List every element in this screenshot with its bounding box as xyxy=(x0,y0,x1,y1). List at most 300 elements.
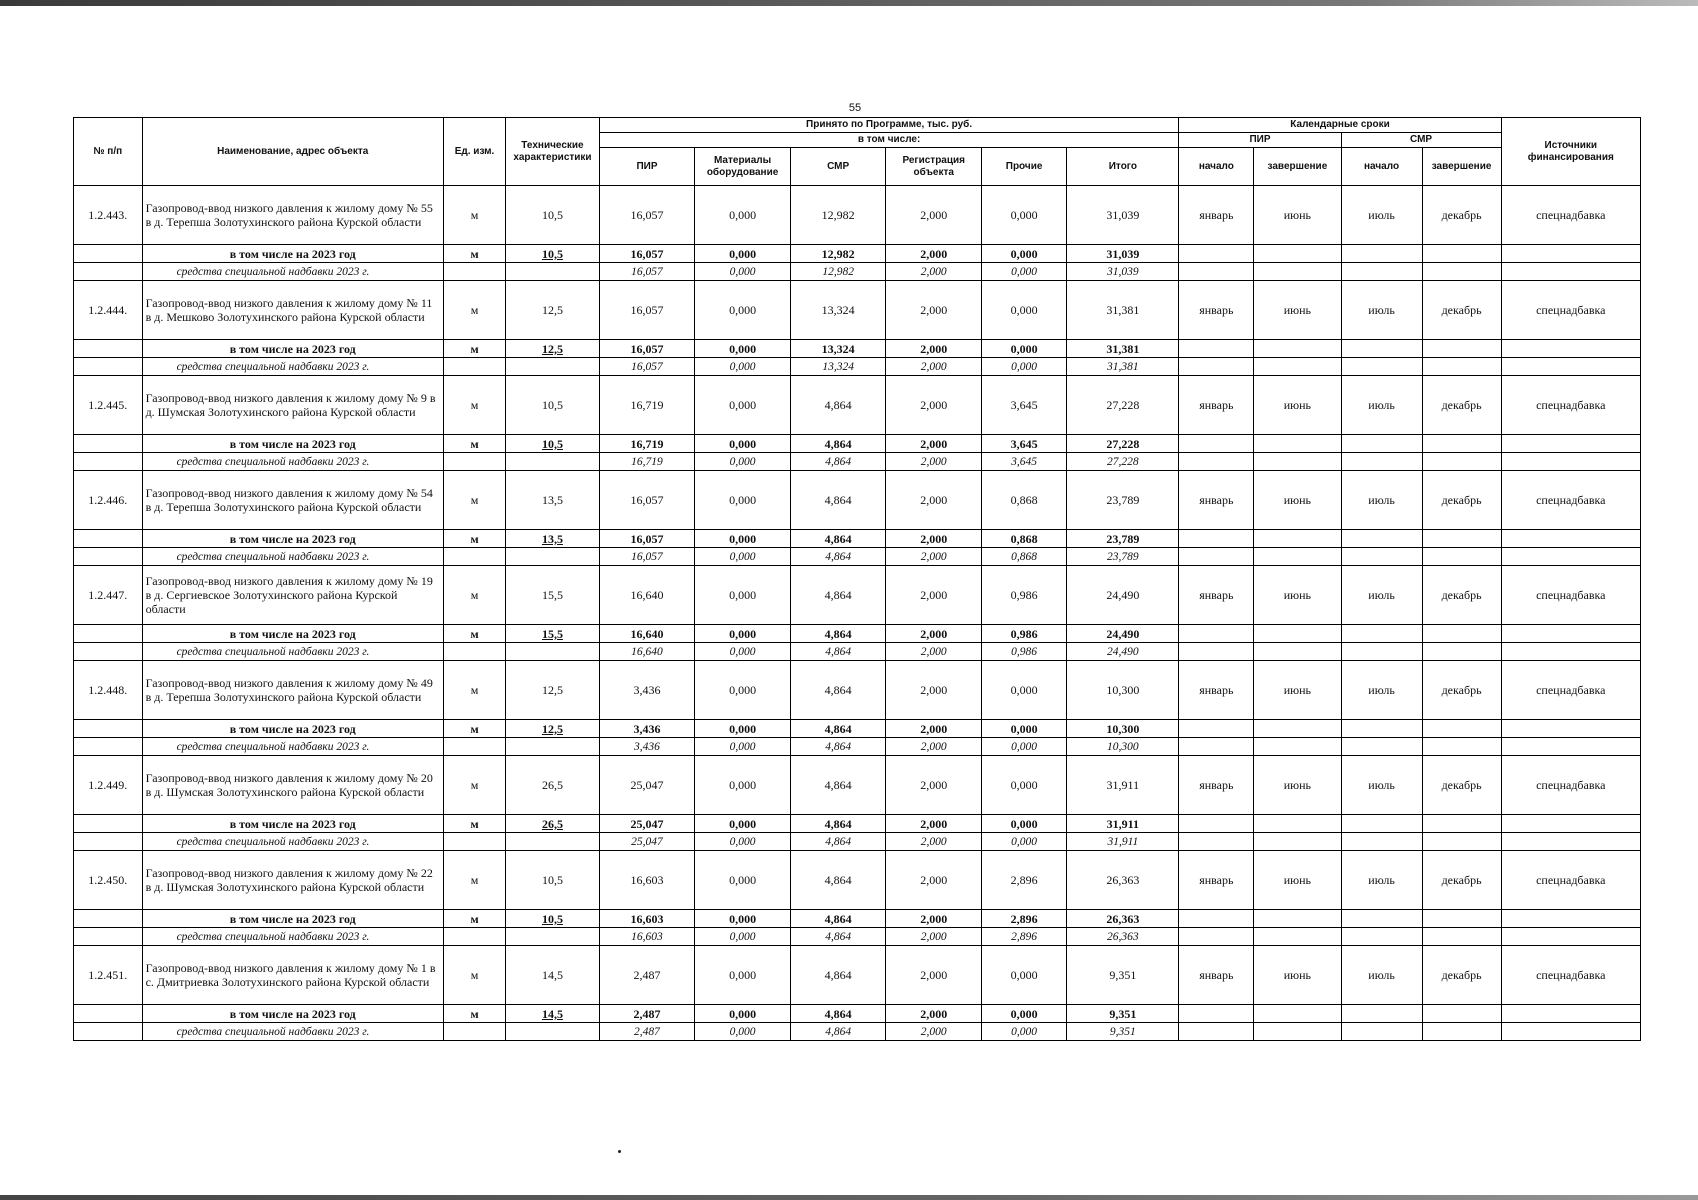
funds-row xyxy=(74,833,1641,851)
object-name: Газопровод-ввод низкого давления к жилому дому № 22 в д. Шумская Золотухинского района Курской области xyxy=(142,851,443,910)
subtotal-materials: 0,000 xyxy=(695,910,791,928)
smr-value: 12,982 xyxy=(790,186,886,245)
subtotal-empty xyxy=(1254,720,1341,738)
materials-value: 0,000 xyxy=(695,376,791,435)
funds-total: 9,351 xyxy=(1067,1023,1179,1041)
funding-source: спецнадбавка xyxy=(1501,851,1640,910)
registration-value: 2,000 xyxy=(886,376,982,435)
subtotal-empty xyxy=(1501,910,1640,928)
table-header xyxy=(74,118,1641,186)
subtotal-other: 0,000 xyxy=(982,340,1067,358)
subtotal-registration: 2,000 xyxy=(886,1005,982,1023)
subtotal-empty xyxy=(1501,340,1640,358)
smr-value: 4,864 xyxy=(790,946,886,1005)
materials-value: 0,000 xyxy=(695,281,791,340)
funding-source: спецнадбавка xyxy=(1501,471,1640,530)
smr-value: 4,864 xyxy=(790,566,886,625)
subtotal-label: в том числе на 2023 год xyxy=(142,910,443,928)
funds-materials: 0,000 xyxy=(695,643,791,661)
subtotal-total: 31,039 xyxy=(1067,245,1179,263)
pir-end: июнь xyxy=(1254,851,1341,910)
funds-materials: 0,000 xyxy=(695,1023,791,1041)
funds-empty xyxy=(1341,738,1422,756)
funds-empty xyxy=(1422,453,1501,471)
funds-empty xyxy=(506,453,600,471)
materials-value: 0,000 xyxy=(695,851,791,910)
materials-value: 0,000 xyxy=(695,186,791,245)
subtotal-unit: м xyxy=(443,530,505,548)
subtotal-row xyxy=(74,625,1641,643)
funds-other: 0,986 xyxy=(982,643,1067,661)
tech-characteristics: 12,5 xyxy=(506,281,600,340)
subtotal-tech: 12,5 xyxy=(506,340,600,358)
subtotal-total: 31,381 xyxy=(1067,340,1179,358)
subtotal-unit: м xyxy=(443,1005,505,1023)
funds-empty xyxy=(1422,928,1501,946)
total-value: 24,490 xyxy=(1067,566,1179,625)
pir-value: 16,057 xyxy=(599,471,695,530)
header-name: Наименование, адрес объекта xyxy=(142,118,443,186)
funds-registration: 2,000 xyxy=(886,358,982,376)
subtotal-materials: 0,000 xyxy=(695,1005,791,1023)
funds-empty xyxy=(1422,833,1501,851)
header-smr-end: завершение xyxy=(1422,148,1501,186)
funds-empty xyxy=(1501,928,1640,946)
funds-total: 10,300 xyxy=(1067,738,1179,756)
header-cal-smr: СМР xyxy=(1341,133,1501,148)
funds-empty xyxy=(1501,548,1640,566)
pir-end: июнь xyxy=(1254,756,1341,815)
object-name: Газопровод-ввод низкого давления к жилому дому № 49 в д. Терепша Золотухинского района Курской области xyxy=(142,661,443,720)
unit: м xyxy=(443,566,505,625)
item-number: 1.2.446. xyxy=(74,471,143,530)
materials-value: 0,000 xyxy=(695,946,791,1005)
funds-other: 0,000 xyxy=(982,263,1067,281)
subtotal-other: 0,868 xyxy=(982,530,1067,548)
funds-empty xyxy=(1254,358,1341,376)
other-value: 0,000 xyxy=(982,186,1067,245)
materials-value: 0,000 xyxy=(695,566,791,625)
subtotal-empty xyxy=(1341,1005,1422,1023)
funds-pir: 16,057 xyxy=(599,548,695,566)
other-value: 0,986 xyxy=(982,566,1067,625)
subtotal-total: 26,363 xyxy=(1067,910,1179,928)
smr-end: декабрь xyxy=(1422,471,1501,530)
subtotal-unit: м xyxy=(443,245,505,263)
item-number: 1.2.444. xyxy=(74,281,143,340)
header-pir: ПИР xyxy=(599,148,695,186)
funds-total: 31,039 xyxy=(1067,263,1179,281)
subtotal-unit: м xyxy=(443,625,505,643)
funds-empty xyxy=(1254,548,1341,566)
subtotal-registration: 2,000 xyxy=(886,245,982,263)
tech-characteristics: 10,5 xyxy=(506,851,600,910)
subtotal-tech: 10,5 xyxy=(506,435,600,453)
subtotal-empty xyxy=(1179,815,1254,833)
pir-value: 16,057 xyxy=(599,281,695,340)
other-value: 0,000 xyxy=(982,946,1067,1005)
subtotal-empty xyxy=(1341,910,1422,928)
funds-total: 31,381 xyxy=(1067,358,1179,376)
funds-smr: 4,864 xyxy=(790,738,886,756)
funds-empty xyxy=(1254,453,1341,471)
funds-empty xyxy=(1341,928,1422,946)
header-cal-pir: ПИР xyxy=(1179,133,1341,148)
funds-empty xyxy=(443,453,505,471)
funds-smr: 4,864 xyxy=(790,928,886,946)
registration-value: 2,000 xyxy=(886,661,982,720)
table-row xyxy=(74,471,1641,530)
subtotal-pir: 3,436 xyxy=(599,720,695,738)
subtotal-row xyxy=(74,815,1641,833)
subtotal-row xyxy=(74,245,1641,263)
subtotal-empty xyxy=(1341,720,1422,738)
smr-end: декабрь xyxy=(1422,851,1501,910)
pir-value: 16,719 xyxy=(599,376,695,435)
smr-start: июль xyxy=(1341,946,1422,1005)
subtotal-empty xyxy=(1422,435,1501,453)
funding-source: спецнадбавка xyxy=(1501,186,1640,245)
funds-empty xyxy=(1501,643,1640,661)
pir-start: январь xyxy=(1179,851,1254,910)
object-name: Газопровод-ввод низкого давления к жилому дому № 11 в д. Мешково Золотухинского района Курской области xyxy=(142,281,443,340)
subtotal-empty xyxy=(1341,625,1422,643)
subtotal-tech: 15,5 xyxy=(506,625,600,643)
table-row xyxy=(74,661,1641,720)
funds-empty xyxy=(506,643,600,661)
total-value: 31,381 xyxy=(1067,281,1179,340)
subtotal-empty xyxy=(1179,720,1254,738)
funds-empty xyxy=(1179,643,1254,661)
funds-label: средства специальной надбавки 2023 г. xyxy=(142,453,443,471)
smr-value: 4,864 xyxy=(790,471,886,530)
subtotal-empty xyxy=(1254,340,1341,358)
subtotal-other: 0,000 xyxy=(982,815,1067,833)
subtotal-row xyxy=(74,435,1641,453)
subtotal-total: 24,490 xyxy=(1067,625,1179,643)
subtotal-blank xyxy=(74,720,143,738)
funds-empty xyxy=(1341,833,1422,851)
header-pir-start: начало xyxy=(1179,148,1254,186)
pir-start: январь xyxy=(1179,376,1254,435)
funds-smr: 4,864 xyxy=(790,643,886,661)
funds-empty xyxy=(1179,1023,1254,1041)
funds-label: средства специальной надбавки 2023 г. xyxy=(142,738,443,756)
smr-value: 4,864 xyxy=(790,756,886,815)
subtotal-smr: 4,864 xyxy=(790,720,886,738)
funds-total: 31,911 xyxy=(1067,833,1179,851)
smr-end: декабрь xyxy=(1422,186,1501,245)
pir-start: январь xyxy=(1179,661,1254,720)
total-value: 9,351 xyxy=(1067,946,1179,1005)
funds-smr: 4,864 xyxy=(790,833,886,851)
object-name: Газопровод-ввод низкого давления к жилому дому № 54 в д. Терепша Золотухинского района Курской области xyxy=(142,471,443,530)
scan-edge-bottom xyxy=(0,1195,1698,1200)
subtotal-unit: м xyxy=(443,815,505,833)
funds-empty xyxy=(1501,358,1640,376)
funds-empty xyxy=(1422,643,1501,661)
subtotal-other: 2,896 xyxy=(982,910,1067,928)
header-registration: Регистрация объекта xyxy=(886,148,982,186)
subtotal-row xyxy=(74,340,1641,358)
funds-empty xyxy=(1501,1023,1640,1041)
funds-empty xyxy=(443,643,505,661)
pir-start: январь xyxy=(1179,566,1254,625)
item-number: 1.2.443. xyxy=(74,186,143,245)
subtotal-tech: 26,5 xyxy=(506,815,600,833)
funds-blank xyxy=(74,263,143,281)
subtotal-empty xyxy=(1501,625,1640,643)
pir-value: 16,603 xyxy=(599,851,695,910)
other-value: 2,896 xyxy=(982,851,1067,910)
funds-empty xyxy=(506,263,600,281)
header-including: в том числе: xyxy=(599,133,1179,148)
subtotal-empty xyxy=(1422,815,1501,833)
smr-value: 4,864 xyxy=(790,376,886,435)
funds-blank xyxy=(74,738,143,756)
subtotal-blank xyxy=(74,530,143,548)
subtotal-empty xyxy=(1179,340,1254,358)
tech-characteristics: 26,5 xyxy=(506,756,600,815)
pir-end: июнь xyxy=(1254,661,1341,720)
funds-label: средства специальной надбавки 2023 г. xyxy=(142,928,443,946)
total-value: 10,300 xyxy=(1067,661,1179,720)
scan-edge-top xyxy=(0,0,1698,6)
subtotal-registration: 2,000 xyxy=(886,910,982,928)
subtotal-empty xyxy=(1341,340,1422,358)
table-row xyxy=(74,376,1641,435)
subtotal-blank xyxy=(74,340,143,358)
funds-row xyxy=(74,263,1641,281)
subtotal-pir: 16,603 xyxy=(599,910,695,928)
subtotal-registration: 2,000 xyxy=(886,720,982,738)
funds-pir: 25,047 xyxy=(599,833,695,851)
funds-other: 0,000 xyxy=(982,738,1067,756)
funds-row xyxy=(74,453,1641,471)
object-name: Газопровод-ввод низкого давления к жилому дому № 9 в д. Шумская Золотухинского района Курской области xyxy=(142,376,443,435)
subtotal-pir: 2,487 xyxy=(599,1005,695,1023)
object-name: Газопровод-ввод низкого давления к жилому дому № 55 в д. Терепша Золотухинского района Курской области xyxy=(142,186,443,245)
total-value: 27,228 xyxy=(1067,376,1179,435)
funds-empty xyxy=(1254,643,1341,661)
subtotal-empty xyxy=(1422,530,1501,548)
unit: м xyxy=(443,661,505,720)
table-row xyxy=(74,566,1641,625)
header-materials: Материалы оборудование xyxy=(695,148,791,186)
subtotal-materials: 0,000 xyxy=(695,625,791,643)
pir-start: январь xyxy=(1179,186,1254,245)
funds-registration: 2,000 xyxy=(886,1023,982,1041)
subtotal-other: 0,000 xyxy=(982,720,1067,738)
other-value: 0,000 xyxy=(982,661,1067,720)
funds-empty xyxy=(506,548,600,566)
subtotal-other: 0,000 xyxy=(982,1005,1067,1023)
subtotal-registration: 2,000 xyxy=(886,340,982,358)
subtotal-empty xyxy=(1179,625,1254,643)
pir-value: 2,487 xyxy=(599,946,695,1005)
funds-empty xyxy=(1501,738,1640,756)
tech-characteristics: 14,5 xyxy=(506,946,600,1005)
pir-value: 16,640 xyxy=(599,566,695,625)
funds-other: 2,896 xyxy=(982,928,1067,946)
header-smr: СМР xyxy=(790,148,886,186)
funds-row xyxy=(74,738,1641,756)
subtotal-unit: м xyxy=(443,910,505,928)
subtotal-label: в том числе на 2023 год xyxy=(142,435,443,453)
funds-blank xyxy=(74,1023,143,1041)
smr-start: июль xyxy=(1341,281,1422,340)
funds-pir: 3,436 xyxy=(599,738,695,756)
tech-characteristics: 15,5 xyxy=(506,566,600,625)
subtotal-total: 9,351 xyxy=(1067,1005,1179,1023)
subtotal-other: 3,645 xyxy=(982,435,1067,453)
funds-materials: 0,000 xyxy=(695,453,791,471)
subtotal-row xyxy=(74,910,1641,928)
subtotal-empty xyxy=(1341,530,1422,548)
funds-empty xyxy=(1341,358,1422,376)
subtotal-empty xyxy=(1422,625,1501,643)
subtotal-empty xyxy=(1254,1005,1341,1023)
funds-label: средства специальной надбавки 2023 г. xyxy=(142,833,443,851)
header-unit: Ед. изм. xyxy=(443,118,505,186)
pir-value: 16,057 xyxy=(599,186,695,245)
funds-empty xyxy=(506,738,600,756)
item-number: 1.2.447. xyxy=(74,566,143,625)
registration-value: 2,000 xyxy=(886,851,982,910)
subtotal-empty xyxy=(1179,435,1254,453)
funds-row xyxy=(74,548,1641,566)
funds-materials: 0,000 xyxy=(695,263,791,281)
funds-row xyxy=(74,358,1641,376)
subtotal-pir: 25,047 xyxy=(599,815,695,833)
funds-label: средства специальной надбавки 2023 г. xyxy=(142,548,443,566)
item-number: 1.2.448. xyxy=(74,661,143,720)
funds-empty xyxy=(506,833,600,851)
funds-empty xyxy=(1501,453,1640,471)
funds-blank xyxy=(74,548,143,566)
smr-end: декабрь xyxy=(1422,661,1501,720)
funds-empty xyxy=(1254,1023,1341,1041)
funds-empty xyxy=(443,738,505,756)
registration-value: 2,000 xyxy=(886,946,982,1005)
funds-smr: 12,982 xyxy=(790,263,886,281)
subtotal-materials: 0,000 xyxy=(695,815,791,833)
object-name: Газопровод-ввод низкого давления к жилому дому № 19 в д. Сергиевское Золотухинского района Курской области xyxy=(142,566,443,625)
pir-start: январь xyxy=(1179,756,1254,815)
subtotal-empty xyxy=(1341,815,1422,833)
funds-materials: 0,000 xyxy=(695,738,791,756)
subtotal-empty xyxy=(1341,245,1422,263)
subtotal-empty xyxy=(1501,435,1640,453)
table-row xyxy=(74,186,1641,245)
funding-source: спецнадбавка xyxy=(1501,281,1640,340)
funds-empty xyxy=(1422,358,1501,376)
subtotal-tech: 14,5 xyxy=(506,1005,600,1023)
funds-total: 26,363 xyxy=(1067,928,1179,946)
unit: м xyxy=(443,186,505,245)
funds-empty xyxy=(1179,928,1254,946)
table-row xyxy=(74,281,1641,340)
pir-start: январь xyxy=(1179,946,1254,1005)
funds-registration: 2,000 xyxy=(886,548,982,566)
funds-empty xyxy=(1254,738,1341,756)
funds-other: 0,000 xyxy=(982,1023,1067,1041)
subtotal-smr: 4,864 xyxy=(790,530,886,548)
item-number: 1.2.445. xyxy=(74,376,143,435)
subtotal-empty xyxy=(1422,340,1501,358)
funds-registration: 2,000 xyxy=(886,643,982,661)
unit: м xyxy=(443,756,505,815)
subtotal-smr: 13,324 xyxy=(790,340,886,358)
pir-end: июнь xyxy=(1254,376,1341,435)
subtotal-pir: 16,057 xyxy=(599,530,695,548)
funds-materials: 0,000 xyxy=(695,833,791,851)
funds-registration: 2,000 xyxy=(886,928,982,946)
funds-label: средства специальной надбавки 2023 г. xyxy=(142,358,443,376)
pir-start: январь xyxy=(1179,471,1254,530)
subtotal-unit: м xyxy=(443,340,505,358)
subtotal-pir: 16,719 xyxy=(599,435,695,453)
pir-end: июнь xyxy=(1254,186,1341,245)
subtotal-other: 0,000 xyxy=(982,245,1067,263)
pir-end: июнь xyxy=(1254,566,1341,625)
total-value: 26,363 xyxy=(1067,851,1179,910)
subtotal-materials: 0,000 xyxy=(695,530,791,548)
subtotal-blank xyxy=(74,910,143,928)
subtotal-empty xyxy=(1422,720,1501,738)
funds-empty xyxy=(1341,643,1422,661)
subtotal-empty xyxy=(1254,530,1341,548)
subtotal-empty xyxy=(1179,910,1254,928)
subtotal-label: в том числе на 2023 год xyxy=(142,1005,443,1023)
header-calendar: Календарные сроки xyxy=(1179,118,1501,133)
funds-pir: 16,057 xyxy=(599,263,695,281)
total-value: 31,911 xyxy=(1067,756,1179,815)
funds-materials: 0,000 xyxy=(695,928,791,946)
registration-value: 2,000 xyxy=(886,186,982,245)
funds-empty xyxy=(1501,263,1640,281)
funds-empty xyxy=(1179,833,1254,851)
funds-pir: 16,057 xyxy=(599,358,695,376)
table-row xyxy=(74,756,1641,815)
subtotal-blank xyxy=(74,435,143,453)
funds-label: средства специальной надбавки 2023 г. xyxy=(142,1023,443,1041)
smr-end: декабрь xyxy=(1422,946,1501,1005)
funding-source: спецнадбавка xyxy=(1501,661,1640,720)
subtotal-smr: 4,864 xyxy=(790,815,886,833)
funds-total: 24,490 xyxy=(1067,643,1179,661)
pir-end: июнь xyxy=(1254,946,1341,1005)
funding-source: спецнадбавка xyxy=(1501,946,1640,1005)
table-row xyxy=(74,946,1641,1005)
funds-registration: 2,000 xyxy=(886,738,982,756)
header-program: Принято по Программе, тыс. руб. xyxy=(599,118,1179,133)
subtotal-blank xyxy=(74,1005,143,1023)
funds-label: средства специальной надбавки 2023 г. xyxy=(142,643,443,661)
header-pir-end: завершение xyxy=(1254,148,1341,186)
funds-empty xyxy=(1341,263,1422,281)
funding-source: спецнадбавка xyxy=(1501,756,1640,815)
subtotal-pir: 16,057 xyxy=(599,340,695,358)
subtotal-pir: 16,640 xyxy=(599,625,695,643)
funds-empty xyxy=(1254,928,1341,946)
funds-empty xyxy=(506,1023,600,1041)
unit: м xyxy=(443,471,505,530)
subtotal-label: в том числе на 2023 год xyxy=(142,625,443,643)
funds-blank xyxy=(74,643,143,661)
materials-value: 0,000 xyxy=(695,471,791,530)
subtotal-empty xyxy=(1254,910,1341,928)
